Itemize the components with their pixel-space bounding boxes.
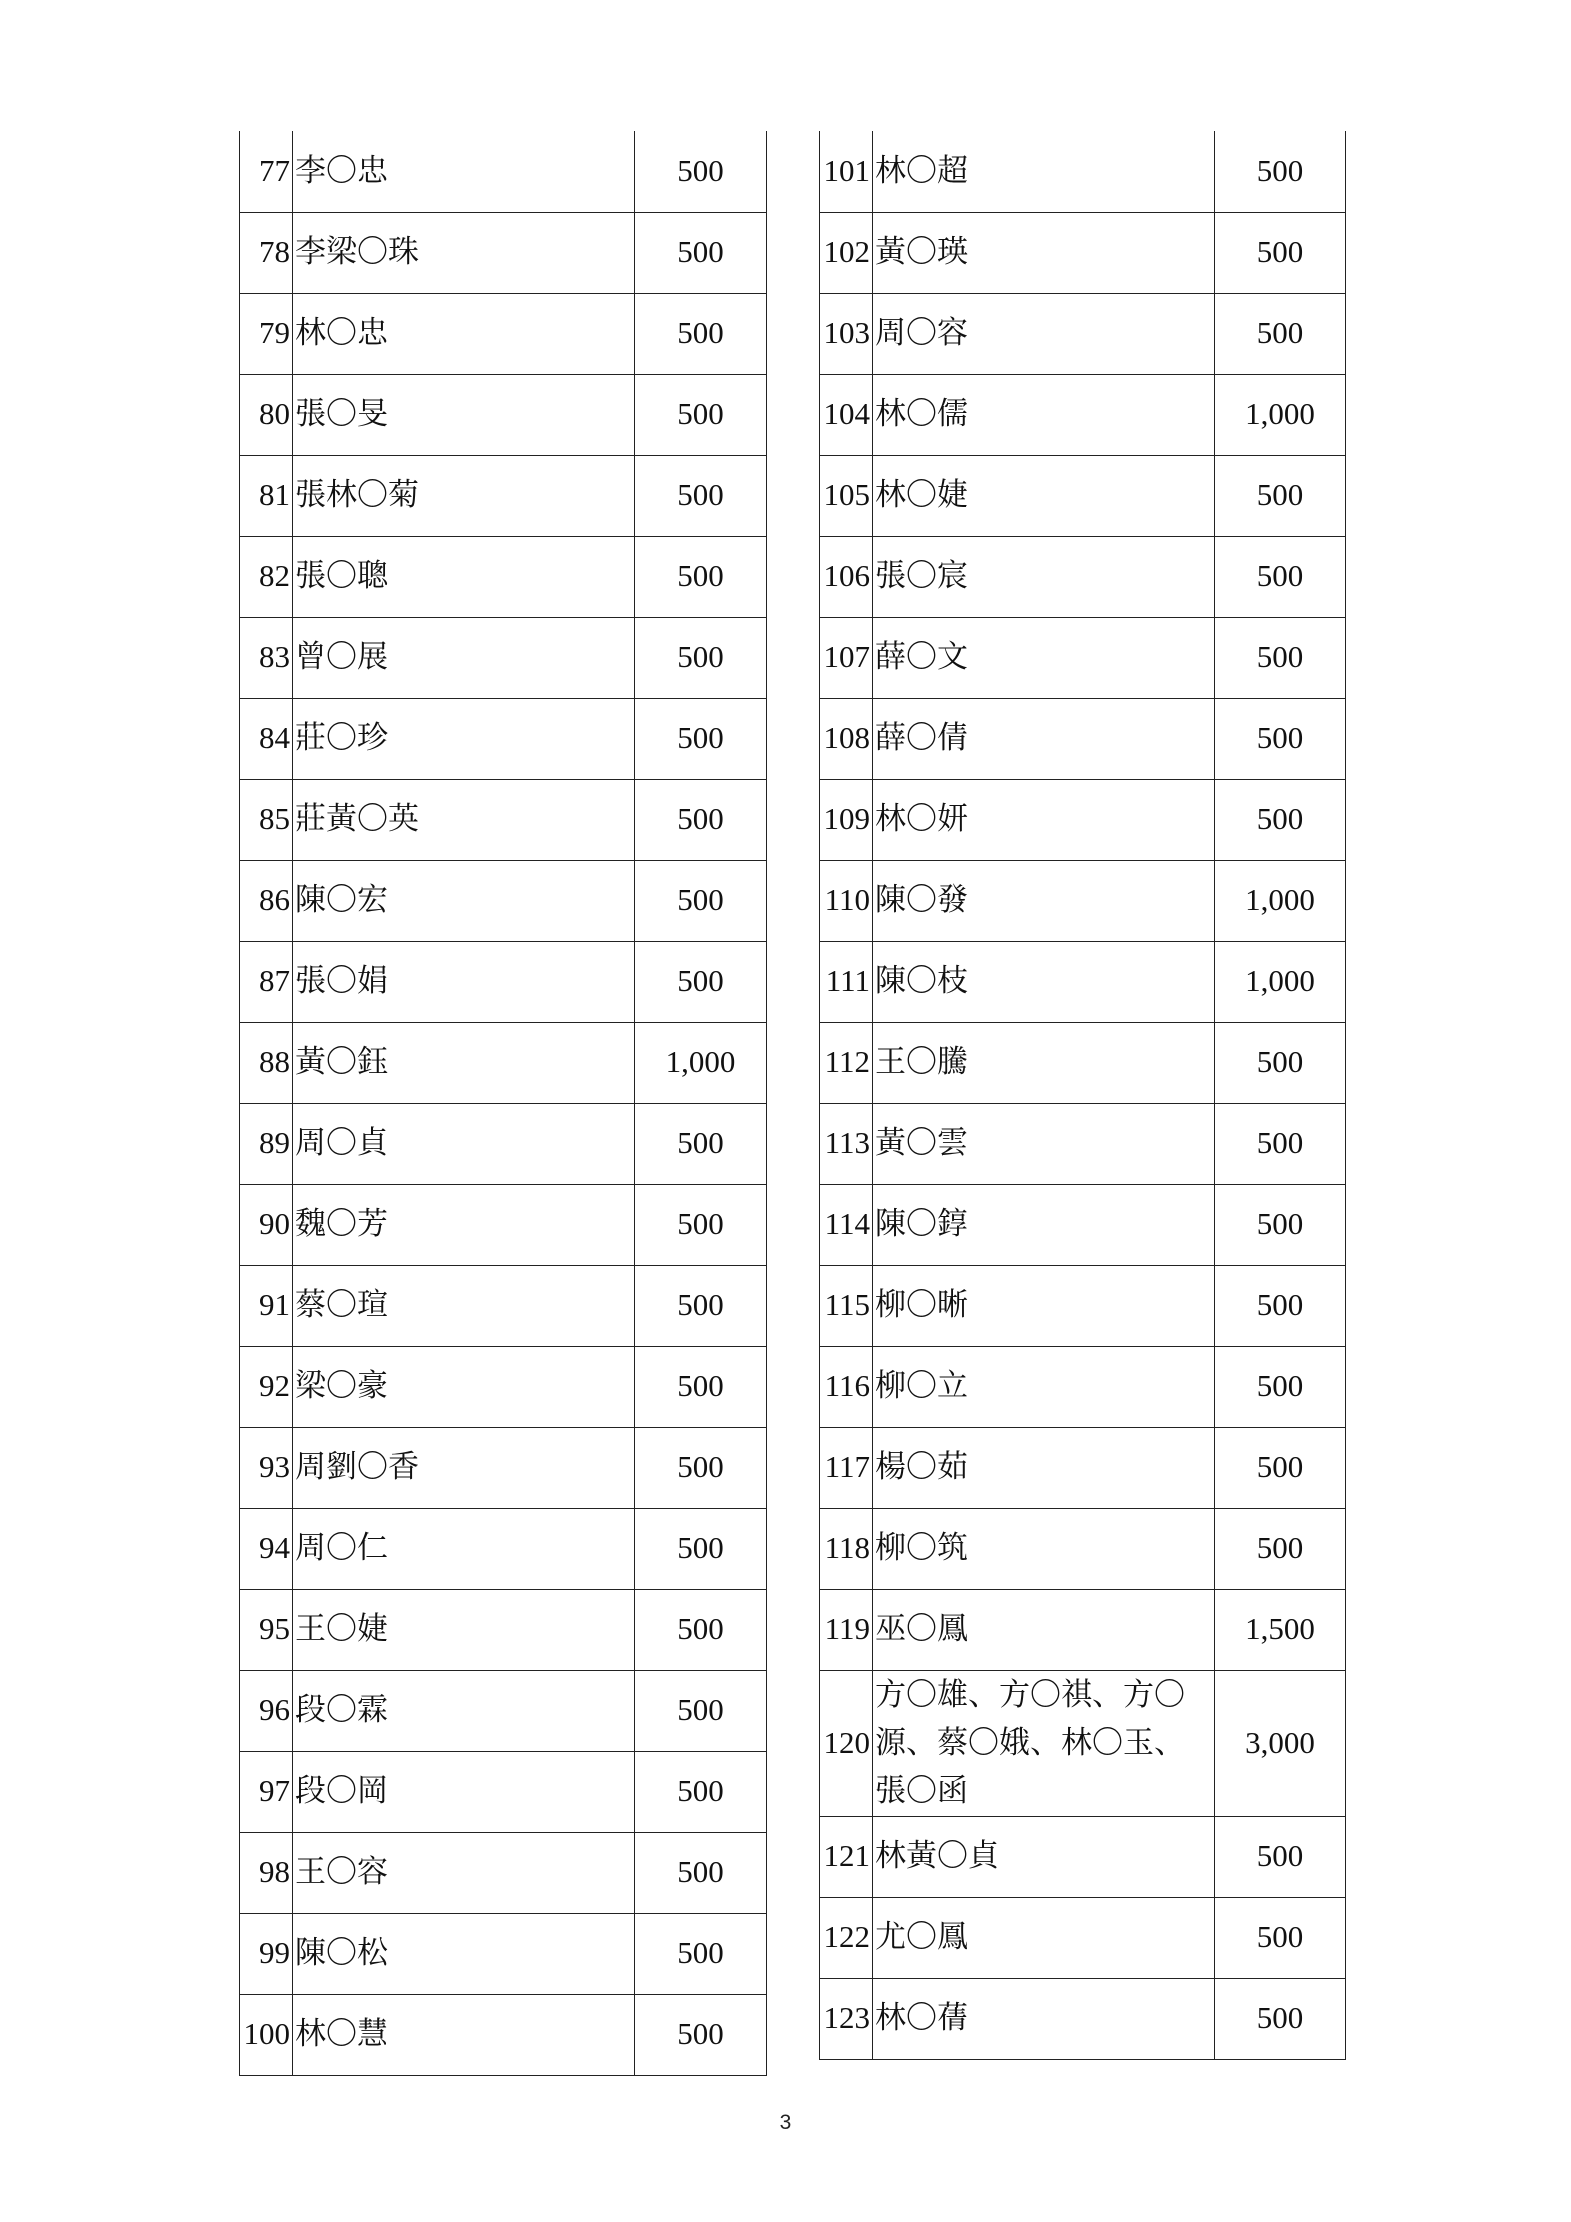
row-number: 79 [240, 293, 293, 374]
donor-name: 林〇妍 [873, 779, 1215, 860]
row-number: 80 [240, 374, 293, 455]
donation-amount: 500 [1215, 455, 1346, 536]
donor-row [820, 617, 1346, 698]
donor-name: 巫〇鳳 [873, 1589, 1215, 1670]
row-number: 82 [240, 536, 293, 617]
donor-name: 陳〇錞 [873, 1184, 1215, 1265]
row-number: 120 [820, 1670, 873, 1816]
donor-row [820, 293, 1346, 374]
donor-row [820, 1816, 1346, 1897]
donor-row [240, 1751, 767, 1832]
row-number: 115 [820, 1265, 873, 1346]
row-number: 104 [820, 374, 873, 455]
donation-amount: 500 [635, 212, 767, 293]
row-number: 118 [820, 1508, 873, 1589]
donor-row [820, 1427, 1346, 1508]
row-number: 113 [820, 1103, 873, 1184]
donation-amount: 500 [635, 1427, 767, 1508]
donor-name: 段〇霖 [293, 1670, 635, 1751]
row-number: 112 [820, 1022, 873, 1103]
donation-amount: 500 [635, 779, 767, 860]
donor-row [820, 860, 1346, 941]
donor-name: 莊黃〇英 [293, 779, 635, 860]
row-number: 92 [240, 1346, 293, 1427]
donation-amount: 3,000 [1215, 1670, 1346, 1816]
row-number: 84 [240, 698, 293, 779]
row-number: 99 [240, 1913, 293, 1994]
donor-name: 楊〇茹 [873, 1427, 1215, 1508]
donation-amount: 1,000 [1215, 941, 1346, 1022]
donor-row [820, 374, 1346, 455]
donation-amount: 500 [635, 1508, 767, 1589]
donation-amount: 500 [635, 1265, 767, 1346]
donor-row [240, 1994, 767, 2075]
donation-amount: 500 [1215, 1103, 1346, 1184]
donor-table-right [819, 131, 1346, 2060]
row-number: 83 [240, 617, 293, 698]
donor-name: 周劉〇香 [293, 1427, 635, 1508]
donor-name: 林〇儒 [873, 374, 1215, 455]
donor-row [820, 212, 1346, 293]
donor-table-left-body [240, 131, 767, 2075]
donor-name: 陳〇枝 [873, 941, 1215, 1022]
donor-row [820, 779, 1346, 860]
donation-amount: 500 [635, 455, 767, 536]
donor-row [820, 1265, 1346, 1346]
donation-amount: 500 [1215, 1978, 1346, 2059]
donor-name: 段〇岡 [293, 1751, 635, 1832]
donor-name: 柳〇筑 [873, 1508, 1215, 1589]
donor-name: 林〇蒨 [873, 1978, 1215, 2059]
donor-name: 陳〇松 [293, 1913, 635, 1994]
donation-amount: 500 [635, 1184, 767, 1265]
row-number: 105 [820, 455, 873, 536]
donor-row [240, 779, 767, 860]
row-number: 89 [240, 1103, 293, 1184]
donor-name: 張〇娟 [293, 941, 635, 1022]
donor-name: 張林〇菊 [293, 455, 635, 536]
row-number: 110 [820, 860, 873, 941]
donor-name: 柳〇晰 [873, 1265, 1215, 1346]
donor-name: 柳〇立 [873, 1346, 1215, 1427]
donor-row [240, 1832, 767, 1913]
row-number: 103 [820, 293, 873, 374]
donor-name: 周〇容 [873, 293, 1215, 374]
donation-amount: 500 [635, 131, 767, 212]
row-number: 106 [820, 536, 873, 617]
row-number: 122 [820, 1897, 873, 1978]
donor-row [240, 1589, 767, 1670]
donor-row [820, 1022, 1346, 1103]
row-number: 85 [240, 779, 293, 860]
donor-row [240, 293, 767, 374]
donor-name: 王〇容 [293, 1832, 635, 1913]
row-number: 77 [240, 131, 293, 212]
donation-amount: 500 [635, 1670, 767, 1751]
donation-amount: 500 [1215, 1427, 1346, 1508]
row-number: 119 [820, 1589, 873, 1670]
donor-row [240, 131, 767, 212]
donor-name: 林〇忠 [293, 293, 635, 374]
donor-row [820, 131, 1346, 212]
row-number: 102 [820, 212, 873, 293]
donation-amount: 500 [635, 1103, 767, 1184]
donation-amount: 500 [635, 1751, 767, 1832]
donation-amount: 500 [635, 536, 767, 617]
donor-row [240, 1427, 767, 1508]
donation-amount: 500 [1215, 1346, 1346, 1427]
donor-row [820, 1589, 1346, 1670]
donation-amount: 1,000 [1215, 374, 1346, 455]
donor-row [820, 1897, 1346, 1978]
donation-amount: 500 [635, 860, 767, 941]
donor-name: 張〇聰 [293, 536, 635, 617]
row-number: 111 [820, 941, 873, 1022]
donor-name: 方〇雄、方〇祺、方〇源、蔡〇娥、林〇玉、張〇函 [873, 1670, 1215, 1816]
donation-amount: 500 [1215, 536, 1346, 617]
donor-name: 李〇忠 [293, 131, 635, 212]
row-number: 90 [240, 1184, 293, 1265]
donor-name: 黃〇雲 [873, 1103, 1215, 1184]
donor-row [240, 1265, 767, 1346]
donor-table-right-body [820, 131, 1346, 2059]
donor-row [820, 1978, 1346, 2059]
donor-name: 林〇慧 [293, 1994, 635, 2075]
donation-amount: 500 [635, 1589, 767, 1670]
row-number: 100 [240, 1994, 293, 2075]
donation-amount: 500 [1215, 1816, 1346, 1897]
donation-amount: 1,500 [1215, 1589, 1346, 1670]
donor-row [240, 1346, 767, 1427]
donation-amount: 500 [635, 941, 767, 1022]
donation-amount: 500 [1215, 617, 1346, 698]
donor-name: 李梁〇珠 [293, 212, 635, 293]
row-number: 116 [820, 1346, 873, 1427]
row-number: 101 [820, 131, 873, 212]
row-number: 87 [240, 941, 293, 1022]
donor-name: 黃〇鈺 [293, 1022, 635, 1103]
donor-name: 王〇婕 [293, 1589, 635, 1670]
donor-row [820, 941, 1346, 1022]
donation-amount: 500 [1215, 1265, 1346, 1346]
donor-row [240, 698, 767, 779]
donor-row [240, 1022, 767, 1103]
donation-amount: 500 [635, 1994, 767, 2075]
donation-amount: 500 [635, 1832, 767, 1913]
row-number: 86 [240, 860, 293, 941]
row-number: 109 [820, 779, 873, 860]
row-number: 117 [820, 1427, 873, 1508]
donor-name: 張〇旻 [293, 374, 635, 455]
donor-name: 尤〇鳳 [873, 1897, 1215, 1978]
donor-row [820, 1670, 1346, 1816]
donor-name: 薛〇文 [873, 617, 1215, 698]
donation-amount: 500 [1215, 1184, 1346, 1265]
donation-amount: 500 [635, 293, 767, 374]
donor-name: 薛〇倩 [873, 698, 1215, 779]
donor-row [240, 1508, 767, 1589]
donor-name: 周〇貞 [293, 1103, 635, 1184]
donor-name: 林〇婕 [873, 455, 1215, 536]
donor-name: 陳〇發 [873, 860, 1215, 941]
row-number: 121 [820, 1816, 873, 1897]
row-number: 81 [240, 455, 293, 536]
donation-amount: 1,000 [635, 1022, 767, 1103]
donation-amount: 500 [635, 1913, 767, 1994]
donor-name: 曾〇展 [293, 617, 635, 698]
row-number: 91 [240, 1265, 293, 1346]
donation-amount: 500 [1215, 212, 1346, 293]
donation-amount: 500 [635, 374, 767, 455]
row-number: 96 [240, 1670, 293, 1751]
donor-name: 張〇宸 [873, 536, 1215, 617]
donor-table-left [239, 131, 767, 2076]
donor-name: 陳〇宏 [293, 860, 635, 941]
row-number: 108 [820, 698, 873, 779]
row-number: 107 [820, 617, 873, 698]
donor-row [820, 1508, 1346, 1589]
donor-row [240, 617, 767, 698]
donor-row [820, 1103, 1346, 1184]
donor-row [240, 455, 767, 536]
donation-amount: 500 [1215, 698, 1346, 779]
row-number: 114 [820, 1184, 873, 1265]
donor-row [240, 1103, 767, 1184]
donor-name: 林〇超 [873, 131, 1215, 212]
donation-amount: 1,000 [1215, 860, 1346, 941]
donor-row [820, 536, 1346, 617]
row-number: 95 [240, 1589, 293, 1670]
donation-amount: 500 [1215, 779, 1346, 860]
donor-name: 黃〇瑛 [873, 212, 1215, 293]
donor-name: 周〇仁 [293, 1508, 635, 1589]
donation-amount: 500 [1215, 293, 1346, 374]
donor-row [820, 455, 1346, 536]
donor-row [240, 374, 767, 455]
donor-name: 魏〇芳 [293, 1184, 635, 1265]
row-number: 88 [240, 1022, 293, 1103]
donation-amount: 500 [1215, 131, 1346, 212]
donor-row [240, 212, 767, 293]
donor-row [820, 1184, 1346, 1265]
donor-row [820, 698, 1346, 779]
donor-row [240, 1913, 767, 1994]
donor-name: 王〇騰 [873, 1022, 1215, 1103]
donor-row [240, 941, 767, 1022]
donation-amount: 500 [635, 1346, 767, 1427]
donor-row [240, 1184, 767, 1265]
donation-amount: 500 [1215, 1508, 1346, 1589]
donor-name: 莊〇珍 [293, 698, 635, 779]
donor-name: 梁〇豪 [293, 1346, 635, 1427]
donation-amount: 500 [1215, 1022, 1346, 1103]
donation-amount: 500 [635, 617, 767, 698]
donor-name: 林黃〇貞 [873, 1816, 1215, 1897]
donor-name: 蔡〇瑄 [293, 1265, 635, 1346]
donor-row [820, 1346, 1346, 1427]
row-number: 78 [240, 212, 293, 293]
row-number: 123 [820, 1978, 873, 2059]
row-number: 94 [240, 1508, 293, 1589]
donor-row [240, 536, 767, 617]
donation-amount: 500 [635, 698, 767, 779]
page-number: 3 [779, 2111, 792, 2134]
donor-row [240, 1670, 767, 1751]
row-number: 97 [240, 1751, 293, 1832]
donor-row [240, 860, 767, 941]
donation-amount: 500 [1215, 1897, 1346, 1978]
row-number: 98 [240, 1832, 293, 1913]
row-number: 93 [240, 1427, 293, 1508]
